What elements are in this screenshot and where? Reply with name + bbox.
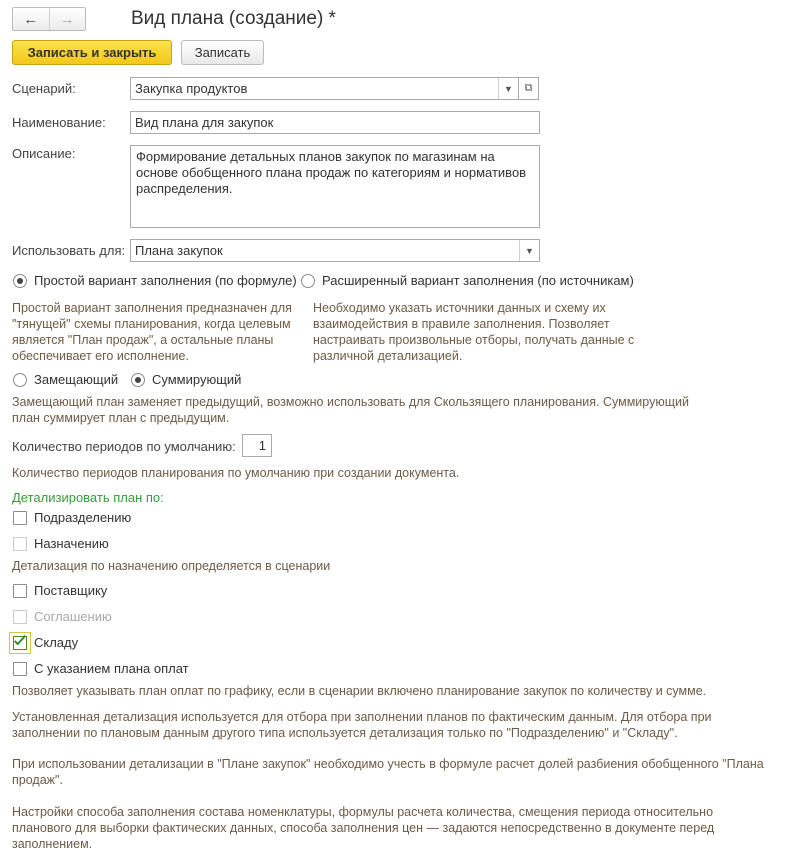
save-and-close-button[interactable]: Записать и закрыть (12, 40, 172, 65)
use-for-select[interactable] (130, 239, 540, 262)
page-title: Вид плана (создание) * (131, 8, 336, 29)
open-scenario-button[interactable] (519, 77, 539, 100)
use-for-value: Плана закупок (135, 243, 223, 258)
radio-selected-dot (135, 377, 141, 383)
dropdown-arrow-icon[interactable]: ▼ (498, 78, 518, 99)
footer-note-2: При использовании детализации в "Плане закупок" необходимо учесть в формуле расчет долей разбиения обобщенного "Плана продаж". (12, 757, 764, 787)
checkbox-supplier[interactable] (13, 584, 27, 598)
checkbox-payment-plan[interactable] (13, 662, 27, 676)
plan-type-note: Замещающий план заменяет предыдущий, возможно использовать для Скользящего планирования. Суммирующий план суммирует план с предыдущим. (12, 395, 689, 425)
simple-fill-label[interactable]: Простой вариант заполнения (по формуле) (34, 273, 297, 288)
extended-fill-note: Необходимо указать источники данных и схему их взаимодействия в правиле заполнения. Позволяет настраивать произвольные отборы, получать данные с различной детализацией. (313, 301, 635, 363)
sum-label[interactable]: Суммирующий (152, 372, 242, 387)
dropdown-arrow-icon[interactable]: ▼ (519, 240, 539, 261)
agreement-label: Соглашению (34, 609, 112, 624)
payment-note: Позволяет указывать план оплат по графику, если в сценарии включено планирование закупок по количеству и сумме. (12, 684, 707, 698)
checkbox-agreement (13, 610, 27, 624)
description-label: Описание: (12, 146, 76, 161)
arrow-right-icon: → (59, 10, 75, 28)
arrow-left-icon: ← (23, 10, 39, 28)
description-textarea[interactable]: Формирование детальных планов закупок по магазинам на основе обобщенного плана продаж по категориям и нормативов распределения. (130, 145, 540, 228)
checkbox-purpose (13, 537, 27, 551)
name-value: Вид плана для закупок (135, 115, 274, 130)
open-window-icon: ⧉ (524, 82, 533, 94)
supplier-label[interactable]: Поставщику (34, 583, 108, 598)
back-button[interactable] (13, 8, 49, 30)
warehouse-label[interactable]: Складу (34, 635, 79, 650)
use-for-label: Использовать для: (12, 243, 126, 258)
navigation-buttons (12, 7, 86, 31)
scenario-label: Сценарий: (12, 81, 76, 96)
forward-button[interactable] (49, 8, 86, 30)
scenario-field[interactable] (130, 77, 519, 100)
extended-fill-label[interactable]: Расширенный вариант заполнения (по источникам) (322, 273, 634, 288)
scenario-value: Закупка продуктов (135, 81, 248, 96)
radio-sum[interactable] (131, 373, 145, 387)
checkbox-subdivision[interactable] (13, 511, 27, 525)
radio-selected-dot (17, 278, 23, 284)
purpose-note: Детализация по назначению определяется в сценарии (12, 559, 331, 573)
replace-label[interactable]: Замещающий (34, 372, 119, 387)
purpose-label: Назначению (34, 536, 109, 551)
periods-input[interactable]: 1 (242, 434, 272, 457)
subdivision-label[interactable]: Подразделению (34, 510, 132, 525)
save-button[interactable]: Записать (181, 40, 264, 65)
name-label: Наименование: (12, 115, 106, 130)
footer-note-3: Настройки способа заполнения состава номенклатуры, формулы расчета количества, смещения периода относительно планового для выборки фактических данных, способа заполнения цен — задаются непосредственно в документе перед заполнением. (12, 805, 715, 851)
periods-note: Количество периодов планирования по умолчанию при создании документа. (12, 466, 460, 480)
periods-label: Количество периодов по умолчанию: (12, 439, 236, 454)
radio-simple-fill[interactable] (13, 274, 27, 288)
footer-note-1: Установленная детализация используется для отбора при заполнении планов по фактическим данным. Для отбора при заполнении по плановым данным другого типа используется детализация только по "Подразделению" и "Складу". (12, 710, 712, 740)
name-input[interactable] (130, 111, 540, 134)
checkmark-icon (14, 634, 26, 648)
detail-section-header: Детализировать план по: (12, 490, 164, 505)
payment-plan-label[interactable]: С указанием плана оплат (34, 661, 189, 676)
radio-extended-fill[interactable] (301, 274, 315, 288)
checkbox-warehouse[interactable] (13, 636, 27, 650)
radio-replace[interactable] (13, 373, 27, 387)
simple-fill-note: Простой вариант заполнения предназначен для "тянущей" схемы планирования, когда целевым является "План продаж", а остальные планы обеспечивает его исполнение. (12, 301, 292, 363)
